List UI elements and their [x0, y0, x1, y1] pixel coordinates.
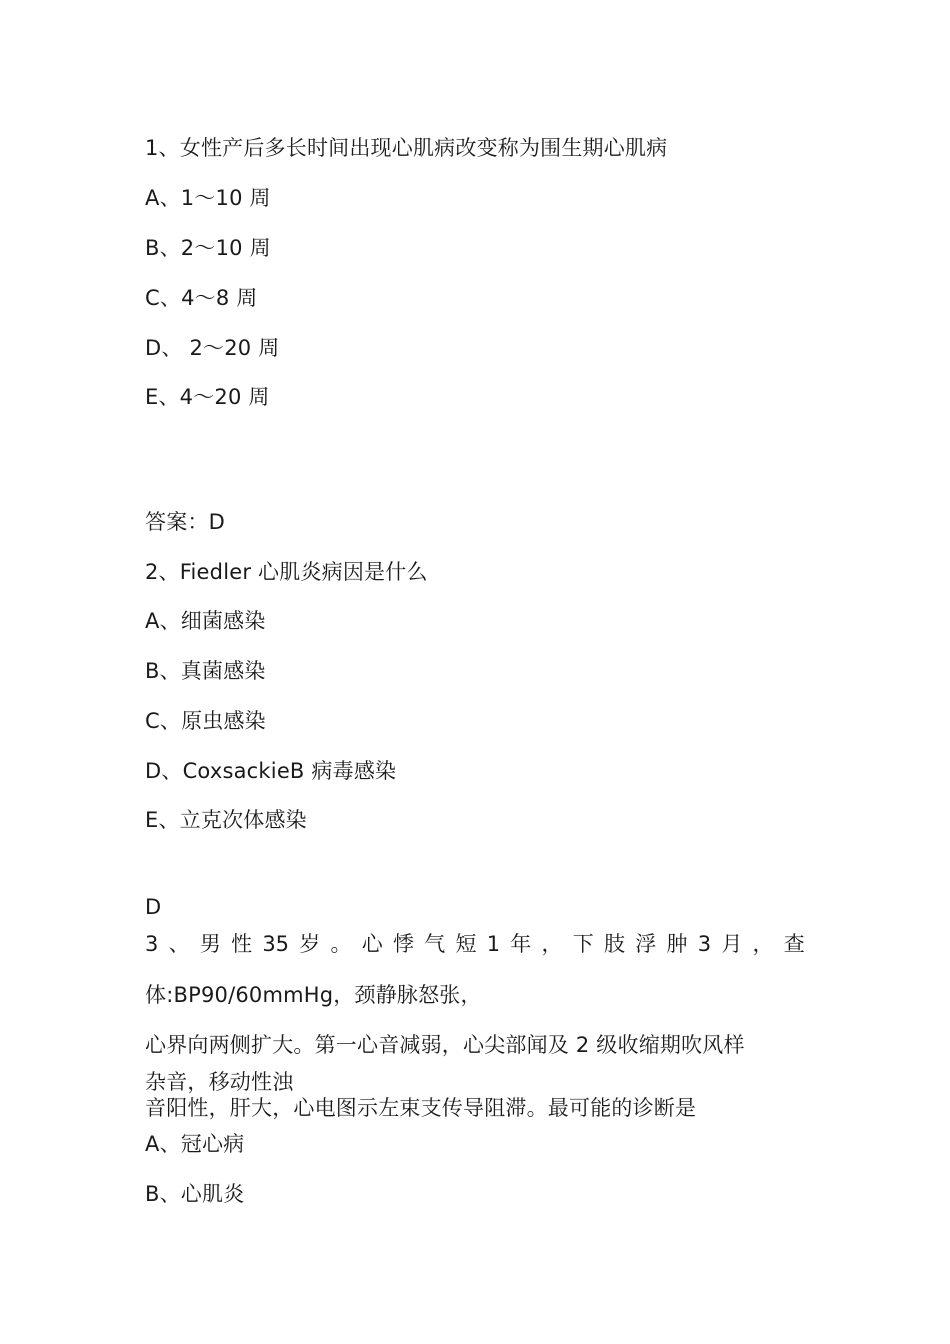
question-2-option-b: B、真菌感染	[145, 659, 266, 683]
stem-token: 年	[510, 932, 532, 956]
stem-token: 气	[424, 932, 446, 956]
stem-token: 查	[783, 932, 805, 956]
question-3-option-b: B、心肌炎	[145, 1182, 245, 1206]
question-2-option-c: C、原虫感染	[145, 709, 266, 733]
question-1-option-d: D、 2～20 周	[145, 336, 280, 360]
stem-token: 。	[330, 932, 352, 956]
stem-token: 3	[145, 932, 159, 956]
stem-token: 肿	[666, 932, 688, 956]
stem-token: 、	[168, 932, 190, 956]
stem-token: 下	[572, 932, 594, 956]
stem-token: ，	[752, 932, 774, 956]
stem-token: 岁	[299, 932, 321, 956]
question-1-option-c: C、4～8 周	[145, 286, 258, 310]
question-3-stem-line-2: 体:BP90/60mmHg，颈静脉怒张，	[145, 983, 482, 1007]
question-1-option-a: A、1～10 周	[145, 186, 271, 210]
question-3-stem-line-3: 心界向两侧扩大。第一心音减弱，心尖部闻及 2 级收缩期吹风样	[145, 1033, 745, 1057]
stem-token: 1	[486, 932, 501, 956]
stem-token: 肢	[604, 932, 625, 956]
stem-token: 短	[455, 932, 477, 956]
question-3-stem-line-4: 杂音，移动性浊	[145, 1070, 294, 1094]
question-3-stem-line-1	[145, 931, 805, 957]
stem-token: 浮	[635, 932, 657, 956]
question-2-answer: D	[145, 895, 162, 919]
question-2-option-e: E、立克次体感染	[145, 808, 307, 832]
stem-token: 悸	[392, 932, 414, 956]
question-2-stem: 2、Fiedler 心肌炎病因是什么	[145, 560, 428, 584]
stem-token: 性	[231, 932, 253, 956]
stem-token: 3	[697, 932, 712, 956]
question-1-option-b: B、2～10 周	[145, 236, 271, 260]
question-1-stem: 1、女性产后多长时间出现心肌病改变称为围生期心肌病	[145, 136, 668, 160]
question-2-option-a: A、细菌感染	[145, 609, 266, 633]
question-1-answer: 答案：D	[145, 510, 225, 534]
question-3-option-a: A、冠心病	[145, 1132, 245, 1156]
stem-token: 35	[262, 932, 290, 956]
stem-token: 心	[361, 932, 383, 956]
question-1-option-e: E、4～20 周	[145, 385, 270, 409]
question-2-option-d: D、CoxsackieB 病毒感染	[145, 759, 397, 783]
stem-token: 男	[199, 932, 221, 956]
question-3-stem-line-5: 音阳性，肝大，心电图示左束支传导阻滞。最可能的诊断是	[145, 1096, 697, 1120]
stem-token: ，	[541, 932, 563, 956]
stem-token: 月	[721, 932, 743, 956]
